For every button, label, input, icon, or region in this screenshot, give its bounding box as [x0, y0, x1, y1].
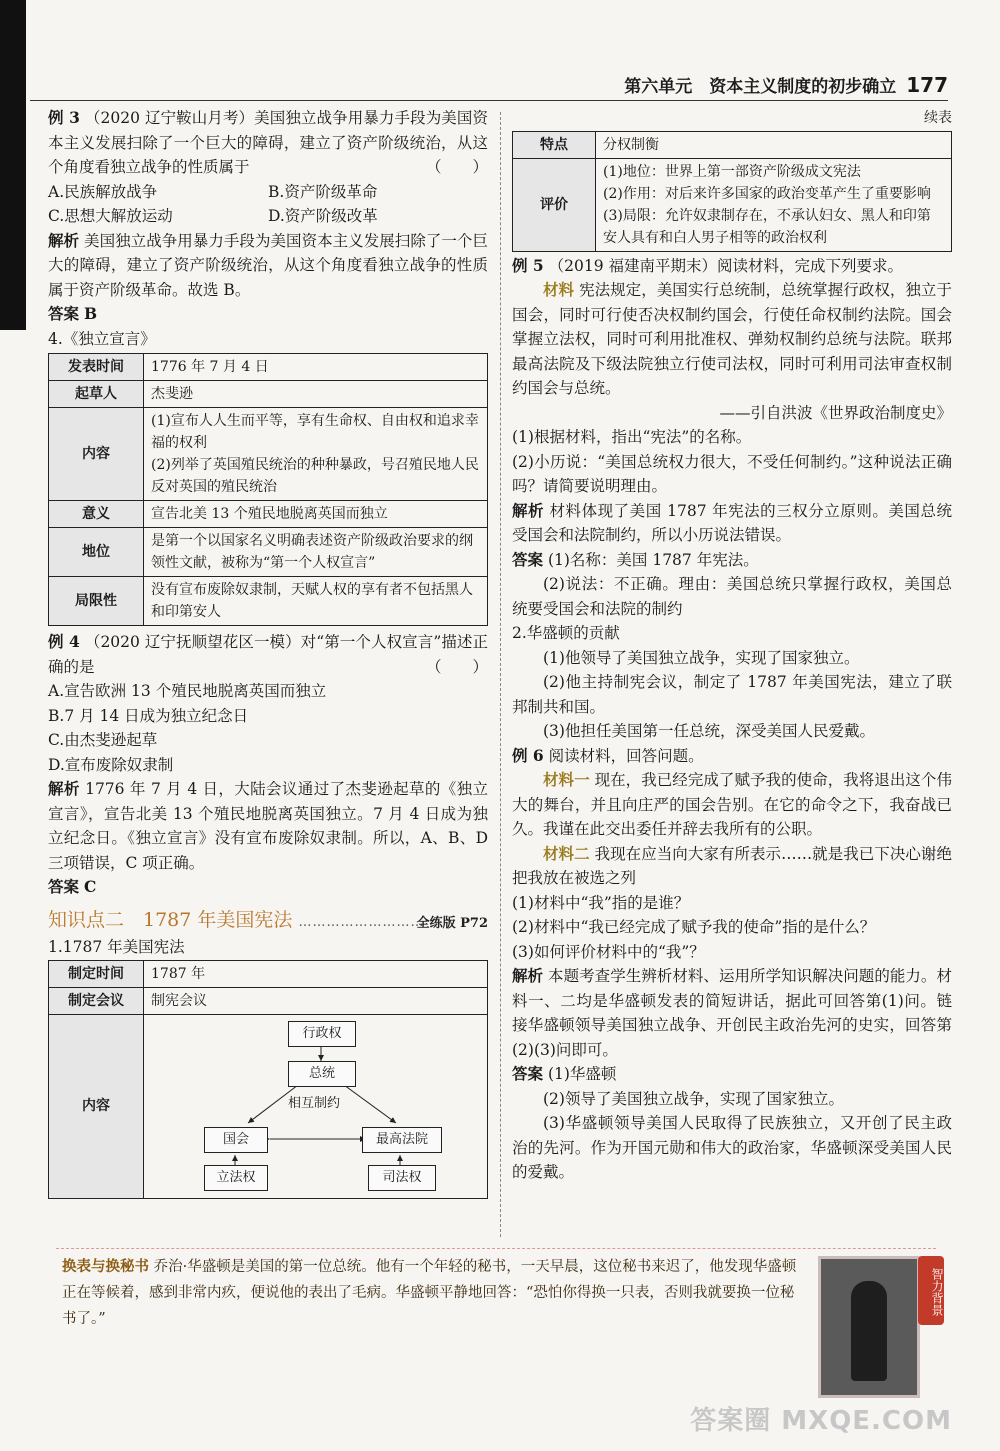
example-6-answer: 答案 (1)华盛顿 (2)领导了美国独立战争，实现了国家独立。 (3)华盛顿领导美国人民取得了民族独立，又开创了民主政治的先河。作为开国元勋和伟大的政治家，华盛顿深受美国人民的爱戴。 — [512, 1064, 952, 1181]
constitution-table — [48, 960, 488, 1199]
example-6: 例 6 阅读材料，回答问题。 — [512, 745, 704, 765]
example-4: 例 4 （2020 辽宁抚顺望花区一模）对“第一个人权宣言”描述正确的是 （ ） — [48, 632, 488, 676]
example-3-options-ab: A.民族解放战争 B.资产阶级革命 — [48, 182, 378, 201]
constitution-table-continued — [512, 131, 952, 252]
unit-title: 第六单元 资本主义制度的初步确立 — [624, 77, 897, 97]
table-row: 地位 是第一个以国家名义明确表述资产阶级政治要求的纲领性文献，被称为“第一个人权宣言” — [49, 528, 488, 577]
declaration-table — [48, 353, 488, 626]
table-row: 制定时间 1787 年 — [49, 960, 488, 987]
washington-photo — [818, 1256, 920, 1398]
example-5-source: ——引自洪波《世界政治制度史》 — [719, 403, 952, 422]
washington-point-1: (1)他领导了美国独立战争，实现了国家独立。 — [543, 648, 860, 667]
example-4-option-c: C.由杰斐逊起草 — [48, 731, 158, 749]
example-5-answer: 答案 (1)名称：美国 1787 年宪法。 (2)说法：不正确。理由：美国总统只掌握行政权，美国总统要受国会和法院的制约 — [512, 549, 952, 618]
example-4-option-d: D.宣布废除奴隶制 — [48, 755, 174, 774]
washington-heading: 2.华盛顿的贡献 — [512, 624, 620, 642]
table-row: 发表时间 1776 年 7 月 4 日 — [49, 354, 488, 381]
anecdote-box — [62, 1254, 800, 1332]
example-6-analysis: 解析 本题考查学生辨析材料、运用所学知识解决问题的能力。材料一、二均是华盛顿发表的简短讲话，据此可回答第(1)问。链接华盛顿领导美国独立战争、开创民主政治先河的史实，回答第(2)(3)问即可。 — [512, 966, 952, 1059]
figure-silhouette — [851, 1281, 887, 1381]
page-header — [624, 72, 948, 97]
page-number: 177 — [906, 73, 948, 97]
table-row: 内容 (1)宣布人人生而平等，享有生命权、自由权和追求幸福的权利 (2)列举了英国殖民统治的种种暴政，号召殖民地人民反对英国的殖民统治 — [49, 408, 488, 501]
left-column — [48, 106, 488, 1199]
anecdote-text: 乔治·华盛顿是美国的第一位总统。他有一个年轻的秘书，一天早晨，这位秘书来迟了，他发现华盛顿正在等候着，感到非常内疚，便说他的表出了毛病。华盛顿平静地回答：“恐怕你得换一只表，否则我就要换一位秘书了。” — [62, 1259, 797, 1327]
example-6-question-1: (1)材料中“我”指的是谁？ — [512, 893, 690, 912]
example-6-material-1: 材料一 现在，我已经完成了赋予我的使命，我将退出这个伟大的舞台，并且向庄严的国会告别。在它的命令之下，我奋战已久。我谨在此交出委任并辞去我所有的公职。 — [512, 770, 952, 838]
continued-table-label: 续表 — [924, 110, 952, 126]
column-divider — [500, 112, 501, 1237]
example-3: 例 3 （2020 辽宁鞍山月考）美国独立战争用暴力手段为美国资本主义发展扫除了一个巨大的障碍，建立了资产阶级统治，从这个角度看独立战争的性质属于 （ ） — [48, 108, 488, 176]
example-3-answer: 答案 B — [48, 304, 98, 323]
separation-of-powers-diagram — [148, 1019, 483, 1194]
table-row: 特点 分权制衡 — [513, 131, 952, 158]
background-tag: 智力背景 — [918, 1256, 944, 1325]
watermark: 答案圈 MXQE.COM — [690, 1406, 952, 1436]
constitution-heading: 1.1787 年美国宪法 — [48, 938, 185, 956]
example-6-question-3: (3)如何评价材料中的“我”？ — [512, 942, 705, 961]
legislative-power-box: 立法权 — [204, 1165, 268, 1191]
example-4-option-a: A.宣告欧洲 13 个殖民地脱离英国而独立 — [48, 682, 327, 700]
example-5-analysis: 解析 材料体现了美国 1787 年宪法的三权分立原则。美国总统受国会和法院制约，所以小历说法错误。 — [512, 500, 952, 544]
practice-book-ref: 全练版 P72 — [416, 915, 488, 931]
executive-power-box: 行政权 — [288, 1021, 356, 1047]
table-row: 内容 行政权 总统 相互制约 国会 最高法院 立法权 司法权 — [49, 1014, 488, 1198]
checks-label: 相互制约 — [288, 1095, 341, 1111]
example-4-answer: 答案 C — [48, 877, 97, 896]
table-row: 起草人 杰斐逊 — [49, 381, 488, 408]
scan-edge-strip — [0, 0, 26, 330]
judicial-power-box: 司法权 — [368, 1165, 436, 1191]
president-box: 总统 — [288, 1061, 356, 1087]
table-row: 意义 宣告北美 13 个殖民地脱离英国而独立 — [49, 501, 488, 528]
example-5: 例 5 （2019 福建南平期末）阅读材料，完成下列要求。 — [512, 255, 903, 275]
example-4-analysis: 解析 1776 年 7 月 4 日，大陆会议通过了杰斐逊起草的《独立宣言》，宣告北美 13 个殖民地脱离英国独立。7 月 4 日成为独立纪念日。《独立宣言》没有宣布废除奴隶制。所以，A、B、D 三项错误，C 项正确。 — [48, 779, 488, 872]
example-3-options-cd: C.思想大解放运动 D.资产阶级改革 — [48, 207, 378, 225]
washington-point-2: (2)他主持制宪会议，制定了 1787 年美国宪法，建立了联邦制共和国。 — [512, 673, 952, 716]
congress-box: 国会 — [204, 1127, 268, 1153]
example-4-option-b: B.7 月 14 日成为独立纪念日 — [48, 706, 249, 725]
knowledge-point-2-heading: 知识点二 1787 年美国宪法 ……………………… 全练版 P72 — [48, 908, 488, 936]
example-6-material-2: 材料二 我现在应当向大家有所表示……就是我已下决心谢绝把我放在被选之列 — [512, 843, 952, 887]
supreme-court-box: 最高法院 — [362, 1127, 442, 1153]
example-5-question-1: (1)根据材料，指出“宪法”的名称。 — [512, 428, 752, 446]
anecdote-title: 换表与换秘书 — [62, 1258, 149, 1275]
example-5-material: 材料 宪法规定，美国实行总统制，总统掌握行政权，独立于国会，同时可行使否决权制约国会，行使任命权制约法院。国会掌握立法权，同时可利用批准权、弹劾权制约总统与法院。联邦最高法院及下级法院独立行使司法权，同时可利用司法审查权制约国会与总统。 — [512, 280, 952, 397]
table-row: 制定会议 制宪会议 — [49, 987, 488, 1014]
example-3-analysis: 解析 美国独立战争用暴力手段为美国资本主义发展扫除了一个巨大的障碍，建立了资产阶级统治，从这个角度看独立战争的性质属于资产阶级革命。故选 B。 — [48, 230, 488, 299]
example-6-question-2: (2)材料中“我已经完成了赋予我的使命”指的是什么？ — [512, 918, 876, 936]
footer-rule — [56, 1248, 936, 1250]
example-5-question-2: (2)小历说：“美国总统权力很大，不受任何制约。”这种说法正确吗？请简要说明理由。 — [512, 452, 952, 495]
washington-point-3: (3)他担任美国第一任总统，深受美国人民爱戴。 — [543, 722, 875, 740]
header-rule — [30, 100, 948, 101]
table-row: 评价 (1)地位：世界上第一部资产阶级成文宪法 (2)作用：对后来许多国家的政治变革产生了重要影响 (3)局限：允许奴隶制存在，不承认妇女、黑人和印第安人具有和白人男子相等的政治权利 — [513, 158, 952, 251]
table-row: 局限性 没有宣布废除奴隶制，天赋人权的享有者不包括黑人和印第安人 — [49, 577, 488, 626]
right-column — [512, 106, 952, 1185]
declaration-heading: 4.《独立宣言》 — [48, 329, 156, 348]
